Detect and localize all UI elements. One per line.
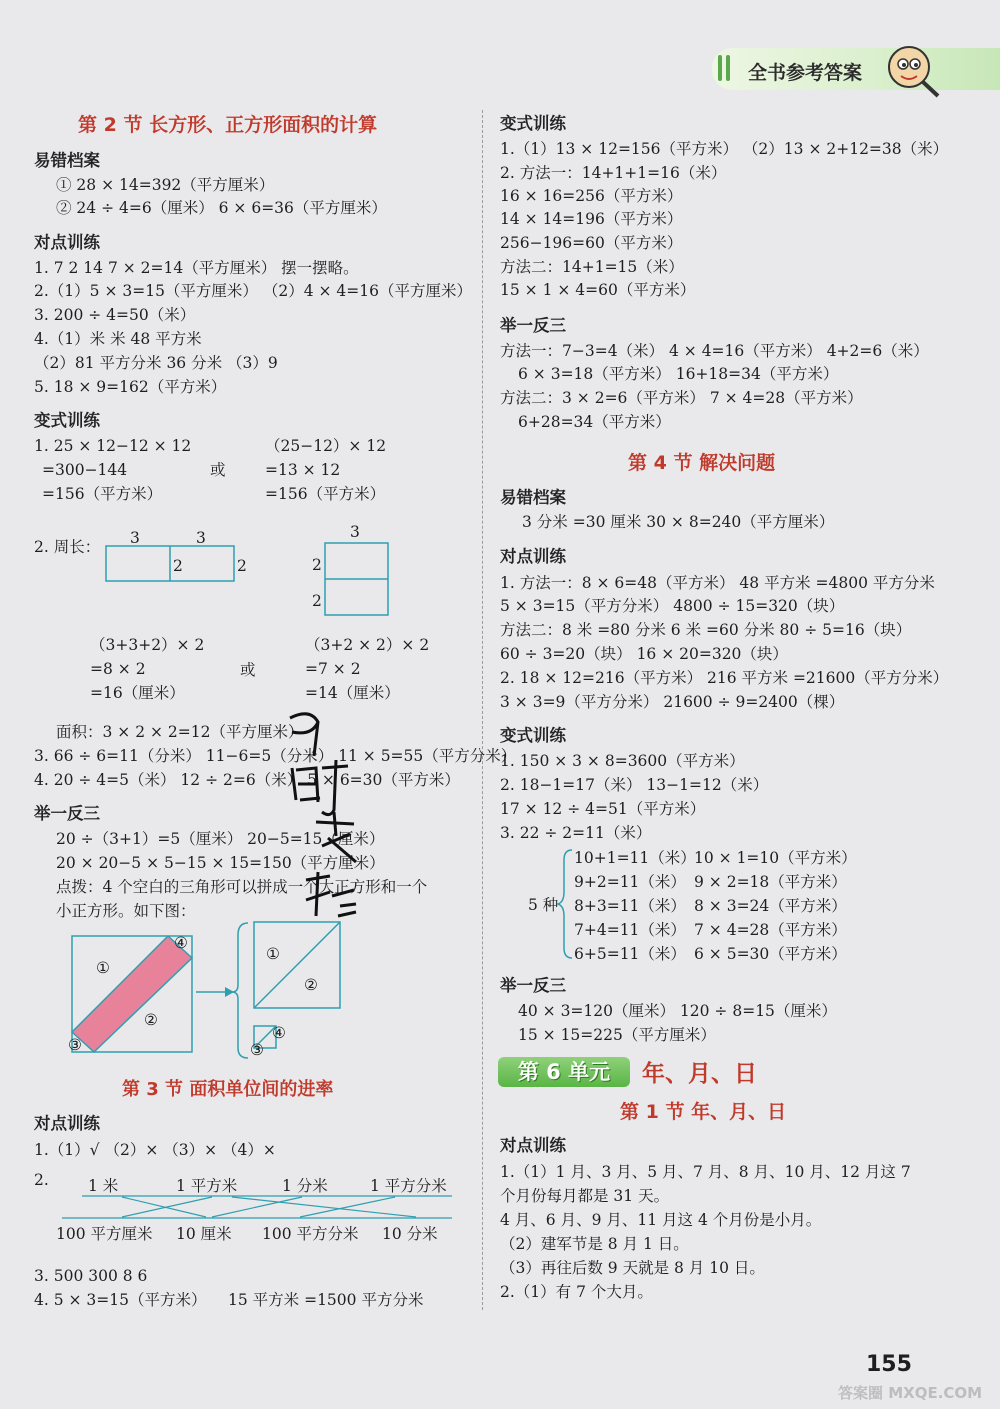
match-top: 1 平方米	[176, 1177, 238, 1195]
circle-label: ③	[68, 1036, 82, 1054]
answer-line: 1.（1）13 × 12=156（平方米） （2）13 × 2+12=38（米）	[500, 140, 949, 158]
five-ways: 5 种	[528, 896, 559, 914]
section-3-title: 第 3 节 面积单位间的进率	[122, 1079, 334, 1100]
answer-line: =300−144	[42, 461, 128, 479]
bianshi-heading: 变式训练	[500, 114, 566, 133]
hint-line: 点拨：4 个空白的三角形可以拼成一个大正方形和一个	[56, 878, 428, 896]
unit-title: 年、月、日	[642, 1061, 757, 1087]
or-text: 或	[210, 461, 226, 479]
unit-badge: 第 6 单元	[498, 1057, 630, 1087]
answer-line: 3 分米 =30 厘米 30 × 8=240（平方厘米）	[522, 513, 835, 531]
answer-line: 5. 18 × 9=162（平方米）	[34, 378, 227, 396]
answer-line: （2）81 平方分米 36 分米 （3）9	[34, 354, 278, 372]
answer-line: 3. 66 ÷ 6=11（分米） 11−6=5（分米） 11 × 5=55（平方分米）	[34, 747, 517, 765]
answer-line: 6+28=34（平方米）	[518, 413, 671, 431]
answer-line: （3+3+2）× 2	[90, 636, 205, 654]
answer-line: （3）再往后数 9 天就是 8 月 10 日。	[500, 1259, 765, 1277]
answer-line: 8 × 3=24（平方米）	[694, 897, 847, 915]
answer-line: 20 ÷（3+1）=5（厘米） 20−5=15（厘米）	[56, 830, 385, 848]
yicuo-heading: 易错档案	[34, 151, 100, 170]
answer-line: 2. 18−1=17（米） 13−1=12（米）	[500, 776, 769, 794]
answer-line: 20 × 20−5 × 5−15 × 15=150（平方厘米）	[56, 854, 385, 872]
answer-line: ② 24 ÷ 4=6（厘米） 6 × 6=36（平方厘米）	[56, 199, 387, 217]
answer-line: 3. 200 ÷ 4=50（米）	[34, 306, 196, 324]
answer-line: 3 × 3=9（平方分米） 21600 ÷ 9=2400（棵）	[500, 693, 845, 711]
match-bottom: 100 平方分米	[262, 1225, 359, 1243]
juyi-heading: 举一反三	[500, 316, 566, 335]
answer-line: 2. 方法一：14+1+1=16（米）	[500, 164, 727, 182]
answer-line: =7 × 2	[305, 660, 361, 678]
answer-line: （2）建军节是 8 月 1 日。	[500, 1235, 689, 1253]
answer-line: 2.（1）5 × 3=15（平方厘米） （2）4 × 4=16（平方厘米）	[34, 282, 472, 300]
answer-line: 个月份每月都是 31 天。	[500, 1187, 670, 1205]
match-top: 1 米	[88, 1177, 119, 1195]
answer-line: 8+3=11（米）	[574, 897, 686, 915]
circle-label: ①	[96, 959, 110, 977]
answer-line: 9+2=11（米）	[574, 873, 686, 891]
watermark: 答案圈 MXQE.COM	[838, 1384, 983, 1402]
section-1-title: 第 1 节 年、月、日	[620, 1101, 787, 1123]
duidian-heading: 对点训练	[34, 1114, 100, 1133]
answer-line: 256−196=60（平方米）	[500, 234, 683, 252]
answer-line: 60 ÷ 3=20（块） 16 × 20=320（块）	[500, 645, 788, 663]
juyi-heading: 举一反三	[500, 976, 566, 995]
answer-line: 6 × 5=30（平方米）	[694, 945, 847, 963]
answer-line: 3. 500 300 8 6	[34, 1267, 148, 1285]
answer-line: （3+2 × 2）× 2	[305, 636, 430, 654]
answer-line: 17 × 12 ÷ 4=51（平方米）	[500, 800, 706, 818]
answer-line: （25−12）× 12	[265, 437, 387, 455]
answer-line: 1.（1）1 月、3 月、5 月、7 月、8 月、10 月、12 月这 7	[500, 1163, 911, 1181]
answer-line: 方法二：3 × 2=6（平方米） 7 × 4=28（平方米）	[500, 389, 863, 407]
bianshi-heading: 变式训练	[500, 726, 566, 745]
answer-line: =16（厘米）	[90, 684, 185, 702]
answer-line: ① 28 × 14=392（平方厘米）	[56, 176, 275, 194]
page-number: 155	[866, 1352, 912, 1377]
match-bottom: 10 分米	[382, 1225, 438, 1243]
fig-label: 3	[196, 529, 206, 547]
circle-label: ④	[174, 934, 188, 952]
match-bottom: 10 厘米	[176, 1225, 232, 1243]
answer-line: 15 × 15=225（平方厘米）	[518, 1026, 716, 1044]
circle-label: ①	[266, 945, 280, 963]
juyi-heading: 举一反三	[34, 804, 100, 823]
match-top: 1 分米	[282, 1177, 328, 1195]
fig-label: 2	[237, 557, 247, 575]
answer-line: 10+1=11（米）	[574, 849, 696, 867]
section-4-title: 第 4 节 解决问题	[628, 452, 776, 474]
answer-line: 1. 25 × 12−12 × 12	[34, 437, 192, 455]
answer-line: 方法二：8 米 =80 分米 6 米 =60 分米 80 ÷ 5=16（块）	[500, 621, 912, 639]
bianshi-heading: 变式训练	[34, 411, 100, 430]
answer-line: 1. 方法一：8 × 6=48（平方米） 48 平方米 =4800 平方分米	[500, 574, 935, 592]
answer-line: =156（平方米）	[42, 485, 163, 503]
answer-line: 4. 20 ÷ 4=5（米） 12 ÷ 2=6（米） 5 × 6=30（平方米）	[34, 771, 460, 789]
circle-label: ③	[250, 1041, 264, 1059]
circle-label: ②	[144, 1011, 158, 1029]
answer-line: 1.（1）√ （2）× （3）× （4）×	[34, 1141, 276, 1159]
answer-line: =14（厘米）	[305, 684, 400, 702]
answer-line: 5 × 3=15（平方分米） 4800 ÷ 15=320（块）	[500, 597, 845, 615]
answer-line: 4.（1）米 米 48 平方米	[34, 330, 202, 348]
answer-line: 4 月、6 月、9 月、11 月这 4 个月份是小月。	[500, 1211, 822, 1229]
match-bottom: 100 平方厘米	[56, 1225, 153, 1243]
fig-label: 2	[312, 556, 322, 574]
yicuo-heading: 易错档案	[500, 488, 566, 507]
hint-line: 小正方形。如下图：	[56, 902, 196, 920]
answer-line: 9 × 2=18（平方米）	[694, 873, 847, 891]
answer-line: 40 × 3=120（厘米） 120 ÷ 8=15（厘米）	[518, 1002, 837, 1020]
answer-line: 面积：3 × 2 × 2=12（平方厘米）	[56, 723, 304, 741]
circle-label: ④	[272, 1024, 286, 1042]
answer-line: 7 × 4=28（平方米）	[694, 921, 847, 939]
fig-label: 3	[130, 529, 140, 547]
fig-label: 2	[312, 592, 322, 610]
answer-line: 10 × 1=10（平方米）	[694, 849, 857, 867]
match-top: 1 平方分米	[370, 1177, 447, 1195]
header-title: 全书参考答案	[748, 62, 863, 84]
section-2-title: 第 2 节 长方形、正方形面积的计算	[78, 114, 378, 136]
fig-label: 3	[350, 523, 360, 541]
answer-line: 方法二：14+1=15（米）	[500, 258, 684, 276]
answer-line: 2. 18 × 12=216（平方米） 216 平方米 =21600（平方分米）	[500, 669, 949, 687]
answer-line: 1. 7 2 14 7 × 2=14（平方厘米） 摆一摆略。	[34, 259, 359, 277]
answer-line: 16 × 16=256（平方米）	[500, 187, 683, 205]
answer-line: =156（平方米）	[265, 485, 386, 503]
answer-line: 7+4=11（米）	[574, 921, 686, 939]
answer-line: 方法一：7−3=4（米） 4 × 4=16（平方米） 4+2=6（米）	[500, 342, 929, 360]
answer-line: 14 × 14=196（平方米）	[500, 210, 683, 228]
answer-line: 15 × 1 × 4=60（平方米）	[500, 281, 696, 299]
answer-line: 2. 周长：	[34, 538, 101, 556]
duidian-heading: 对点训练	[500, 547, 566, 566]
answer-line: 6 × 3=18（平方米） 16+18=34（平方米）	[518, 365, 839, 383]
answer-line: =8 × 2	[90, 660, 146, 678]
duidian-heading: 对点训练	[34, 233, 100, 252]
circle-label: ②	[304, 976, 318, 994]
fig-label: 2	[173, 557, 183, 575]
answer-line: 2.（1）有 7 个大月。	[500, 1283, 653, 1301]
answer-line: 15 平方米 =1500 平方分米	[228, 1291, 424, 1309]
answer-line: =13 × 12	[265, 461, 341, 479]
answer-line: 4. 5 × 3=15（平方米）	[34, 1291, 207, 1309]
answer-line: 3. 22 ÷ 2=11（米）	[500, 824, 652, 842]
answer-line: 6+5=11（米）	[574, 945, 686, 963]
duidian-heading: 对点训练	[500, 1136, 566, 1155]
answer-line: 1. 150 × 3 × 8=3600（平方米）	[500, 752, 745, 770]
answer-line: 2.	[34, 1171, 49, 1189]
or-text: 或	[240, 661, 256, 679]
